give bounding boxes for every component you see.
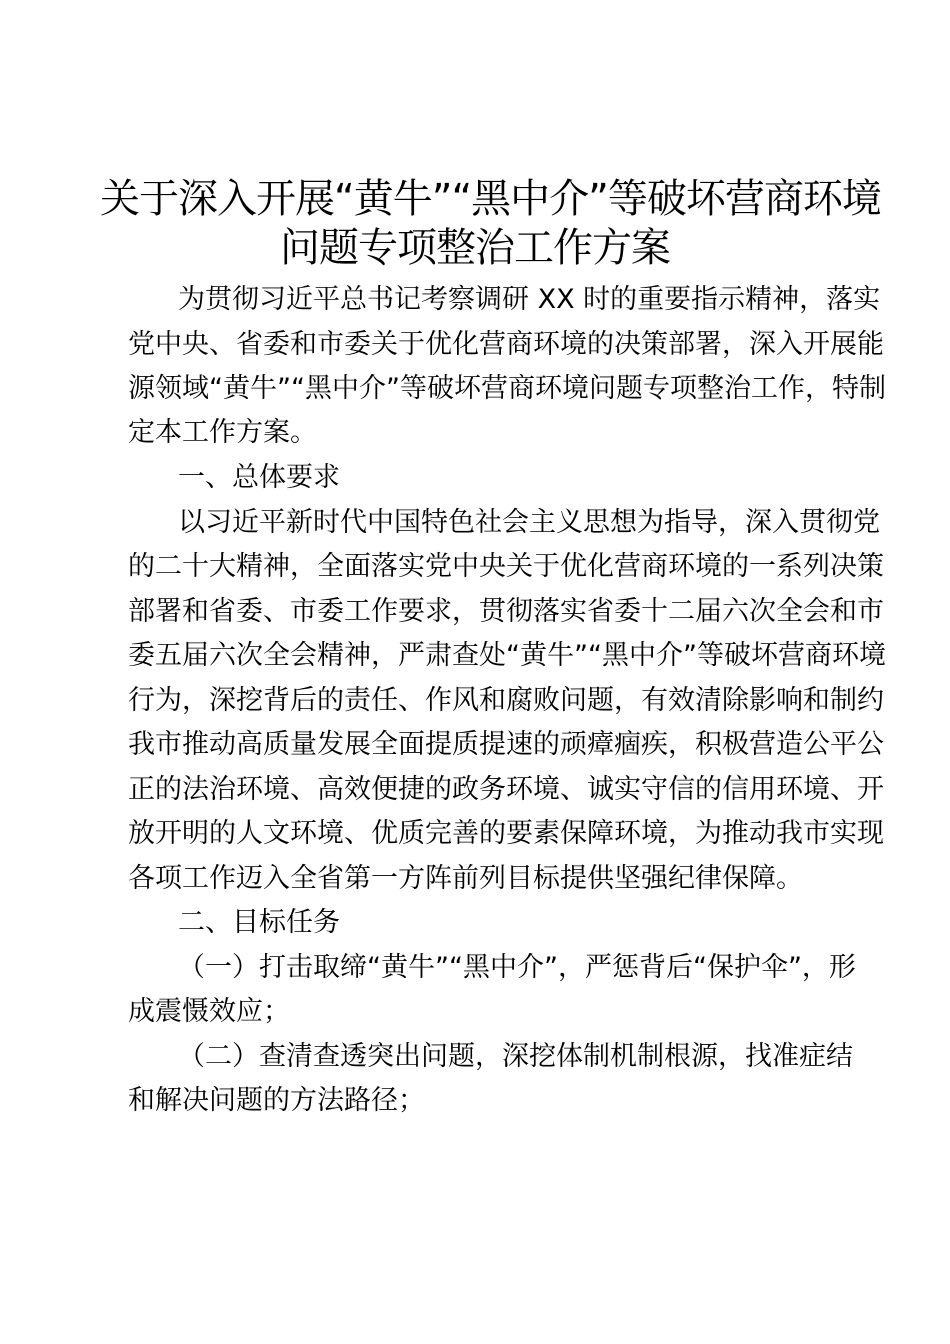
- intro-paragraph-line: 为贯彻习近平总书记考察调研 XX 时的重要指示精神，落实: [178, 284, 881, 315]
- section-heading-overall-requirements: 一、总体要求: [178, 462, 340, 493]
- section1-paragraph-line: 各项工作迈入全省第一方阵前列目标提供坚强纪律保障。: [128, 863, 803, 894]
- section1-paragraph-line: 以习近平新时代中国特色社会主义思想为指导，深入贯彻党: [178, 507, 880, 538]
- intro-paragraph-line: 定本工作方案。: [128, 417, 317, 448]
- section1-paragraph-line: 的二十大精神，全面落实党中央关于优化营商环境的一系列决策: [128, 551, 884, 582]
- item-1-line: （一）打击取缔“黄牛”“黑中介”，严惩背后“保护伞”，形: [178, 952, 856, 983]
- section-heading-goals-tasks: 二、目标任务: [178, 907, 340, 938]
- document-title-line-2: 问题专项整治工作方案: [280, 225, 670, 271]
- section1-paragraph-line: 正的法治环境、高效便捷的政务环境、诚实守信的信用环境、开: [128, 774, 884, 805]
- section1-paragraph-line: 放开明的人文环境、优质完善的要素保障环境，为推动我市实现: [128, 818, 884, 849]
- section1-paragraph-line: 部署和省委、市委工作要求，贯彻落实省委十二届六次全会和市: [128, 596, 884, 627]
- intro-paragraph-line: 源领域“黄牛”“黑中介”等破坏营商环境问题专项整治工作，特制: [128, 373, 886, 404]
- section1-paragraph-line: 行为，深挖背后的责任、作风和腐败问题，有效清除影响和制约: [128, 685, 884, 716]
- intro-paragraph-line: 党中央、省委和市委关于优化营商环境的决策部署，深入开展能: [128, 329, 884, 360]
- item-2-line: （二）查清查透突出问题，深挖体制机制根源，找准症结: [178, 1041, 853, 1072]
- item-1-line: 成震慑效应；: [128, 996, 290, 1027]
- document-title-line-1: 关于深入开展“黄牛”“黑中介”等破坏营商环境: [100, 176, 881, 222]
- item-2-line: 和解决问题的方法路径；: [128, 1085, 425, 1116]
- section1-paragraph-line: 委五届六次全会精神，严肃查处“黄牛”“黑中介”等破坏营商环境: [128, 640, 886, 671]
- section1-paragraph-line: 我市推动高质量发展全面提质提速的顽瘴痼疾，积极营造公平公: [128, 729, 884, 760]
